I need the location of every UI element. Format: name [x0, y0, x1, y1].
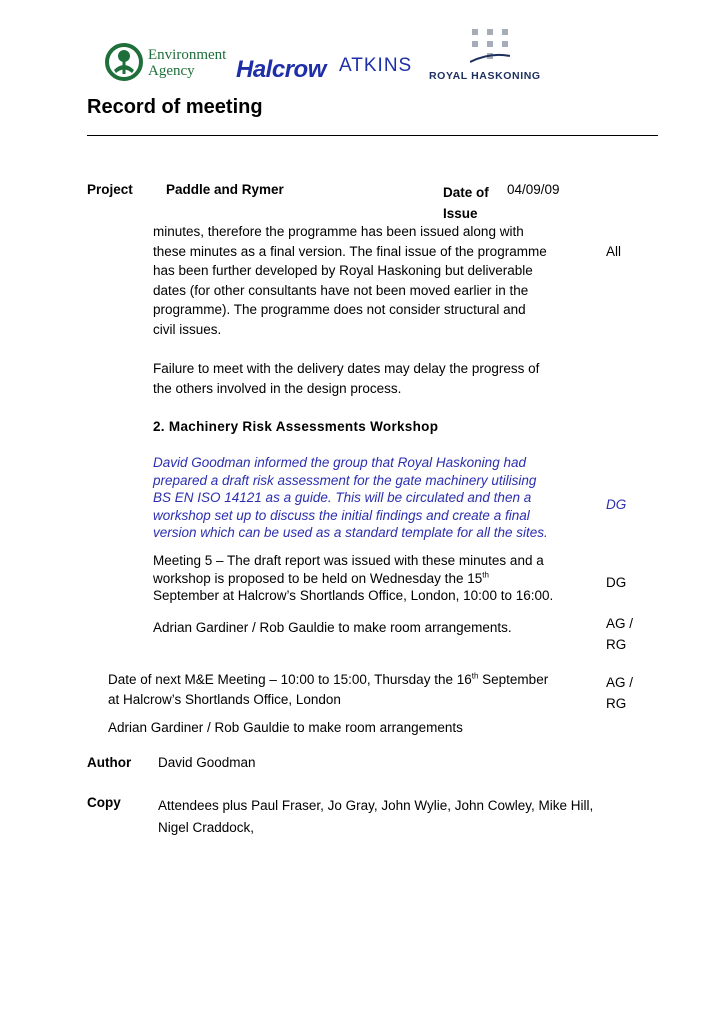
project-label: Project: [87, 182, 133, 197]
action-line2: RG: [606, 637, 627, 652]
environment-agency-line1: Environment: [148, 47, 227, 63]
text-line: September at Halcrow’s Shortlands Office, London, 10:00 to 16:00.: [153, 588, 554, 603]
environment-agency-line2: Agency: [148, 63, 195, 79]
date-label-line2: Issue: [443, 206, 478, 221]
royal-haskoning-logo: [426, 26, 556, 86]
halcrow-logo: Halcrow: [236, 56, 326, 83]
text-line: programme). The programme does not consider structural and: [153, 302, 526, 317]
environment-agency-tree-icon: [104, 42, 144, 82]
atkins-logo: ATKINS: [339, 55, 413, 76]
paragraph-risk-assessment: [153, 454, 548, 542]
project-value: Paddle and Rymer: [166, 182, 284, 197]
text-line: Attendees plus Paul Fraser, Jo Gray, John Wylie, John Cowley, Mike Hill,: [158, 798, 594, 813]
text-line: [108, 670, 548, 690]
text-line: dates (for other consultants have not been moved earlier in the: [153, 282, 529, 298]
action-ag-rg-next: [606, 672, 633, 714]
text-line: civil issues.: [153, 321, 222, 337]
environment-agency-logo: [104, 42, 234, 84]
date-of-issue-value: 04/09/09: [507, 182, 560, 197]
action-line1: AG /: [606, 616, 634, 631]
action-line2: RG: [606, 696, 627, 711]
text-line: Meeting 5 – The draft report was issued with these minutes and a: [153, 553, 544, 568]
title-divider: [87, 135, 658, 136]
text-line: Nigel Craddock,: [158, 820, 255, 835]
text-span: workshop is proposed to be held on Wednesday the 15: [153, 570, 483, 586]
text-line: at Halcrow’s Shortlands Office, London: [108, 691, 341, 707]
text-span: Date of next M&E Meeting – 10:00 to 15:00, Thursday the 16: [108, 672, 472, 687]
text-line: Failure to meet with the delivery dates may delay the progress of: [153, 361, 540, 376]
action-dg-blue: DG: [606, 497, 627, 512]
royal-haskoning-grid-icon: [470, 26, 510, 66]
text-line: [153, 570, 553, 588]
text-line: David Goodman informed the group that Royal Haskoning had: [153, 455, 526, 470]
text-line: the others involved in the design process.: [153, 380, 402, 396]
text-line: prepared a draft risk assessment for the gate machinery utilising: [153, 472, 537, 488]
closing-arrangement-text: Adrian Gardiner / Rob Gauldie to make room arrangements: [108, 720, 463, 735]
ordinal-suffix: th: [482, 570, 489, 579]
royal-haskoning-name: ROYAL HASKONING: [429, 70, 541, 82]
copy-label: Copy: [87, 795, 121, 810]
author-value: David Goodman: [158, 755, 256, 770]
page-title: Record of meeting: [87, 96, 263, 118]
next-meeting-text: [108, 670, 548, 709]
text-line: minutes, therefore the programme has been issued along with: [153, 224, 524, 239]
action-line1: AG /: [606, 675, 634, 690]
text-line: workshop set up to discuss the initial findings and create a final: [153, 507, 530, 523]
author-label: Author: [87, 755, 132, 770]
action-ag-rg: [606, 613, 633, 655]
date-label-line1: Date of: [443, 185, 489, 200]
section-heading-machinery: 2. Machinery Risk Assessments Workshop: [153, 419, 439, 434]
action-dg: DG: [606, 575, 627, 590]
text-line: version which can be used as a standard template for all the sites.: [153, 525, 548, 540]
text-line: BS EN ISO 14121 as a guide. This will be circulated and then a: [153, 490, 532, 505]
action-all: All: [606, 244, 622, 259]
ordinal-suffix: th: [471, 671, 479, 681]
date-of-issue-label: [443, 182, 489, 224]
paragraph-programme: [153, 222, 547, 339]
environment-agency-name: [148, 47, 226, 79]
copy-value: [158, 795, 593, 839]
logo-bar: [100, 38, 560, 88]
paragraph-delivery: [153, 359, 539, 398]
text-span: September: [478, 672, 549, 687]
room-arrangement-text: Adrian Gardiner / Rob Gauldie to make room arrangements.: [153, 620, 512, 635]
text-line: has been further developed by Royal Haskoning but deliverable: [153, 263, 533, 278]
text-line: these minutes as a final version. The final issue of the programme: [153, 243, 547, 259]
paragraph-meeting5: [153, 552, 553, 605]
